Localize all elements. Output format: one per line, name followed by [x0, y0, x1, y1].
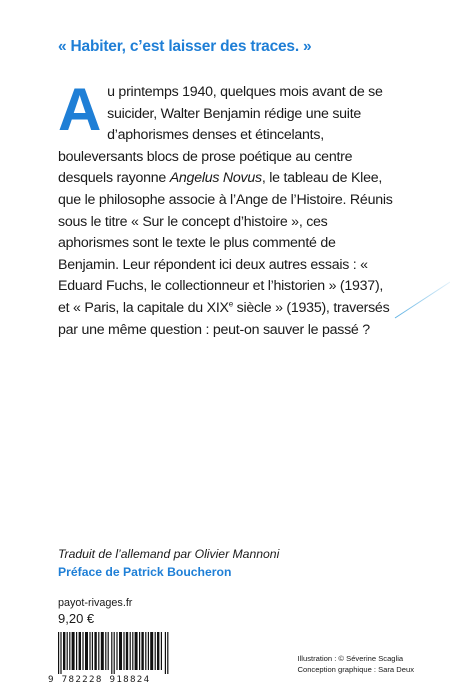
preface-credit: Préface de Patrick Boucheron — [58, 565, 232, 579]
century-superscript: e — [228, 299, 233, 309]
translator-credit: Traduit de l’allemand par Olivier Mannoni — [58, 547, 280, 561]
illustration-credit: Illustration : © Séverine Scaglia — [297, 654, 404, 663]
blurb-text-2: , le tableau de Klee, que le philosophe associe à l’Ange de l’Histoire. Réunis sous le titre « Sur le concept d’histoire », ces aphorismes sont le texte le plus commenté de Benjamin. Leur répondent ici deux autres essais : « Eduard Fuchs, le collectionneur et l’historien » (1937), et « Paris, la capitale du XIX — [58, 170, 393, 316]
blurb-text-3: siècle » (1935), traversés par une même question : peut-on sauver le passé ? — [58, 299, 390, 338]
artwork-title: Angelus Novus — [169, 170, 262, 187]
credits-block — [58, 545, 279, 581]
tagline-quote: « Habiter, c’est laisser des traces. » — [58, 38, 312, 55]
back-cover-blurb — [58, 76, 393, 341]
price-label: 9,20 € — [58, 611, 95, 626]
blurb-text-1: u printemps 1940, quelques mois avant de se suicider, Walter Benjamin rédige une suite d’aphorismes denses et étincelants, bouleversants blocs de prose poétique au centre desquels rayonne — [58, 84, 383, 187]
barcode-digits: 9 782228 918824 — [48, 674, 151, 685]
drop-cap: A — [58, 76, 102, 143]
image-credits — [297, 653, 414, 675]
design-credit: Conception graphique : Sara Deux — [297, 665, 414, 674]
publisher-website: payot-rivages.fr — [58, 597, 133, 609]
barcode — [58, 632, 170, 674]
